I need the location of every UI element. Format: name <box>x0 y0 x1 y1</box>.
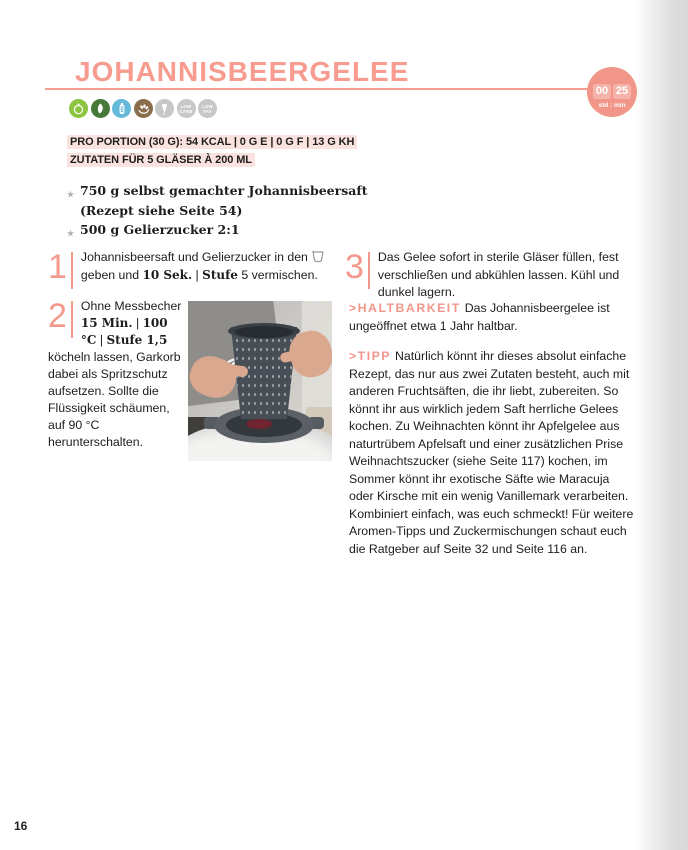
gluten-free-icon <box>112 99 131 118</box>
shelf-life-note <box>349 300 635 335</box>
ingredient-bullet: ★ <box>67 190 75 199</box>
vegan-icon <box>91 99 110 118</box>
step-2-number-block <box>48 298 73 338</box>
timer-tiles <box>587 84 637 99</box>
prep-time-badge <box>587 67 637 117</box>
nutrition-yield: ZUTATEN FÜR 5 GLÄSER À 200 ML <box>67 153 255 167</box>
step-3-text: Das Gelee sofort in sterile Gläser füllen, fest verschließen und abkühlen lassen. Kühl und dunkel lagern. <box>377 250 620 299</box>
ingredient-text: 750 g selbst gemachter Johannisbeersaft (Rezept siehe Seite 54) <box>80 183 368 218</box>
shelf-life-label: >HALTBARKEIT <box>349 301 461 315</box>
timer-unit-label: std : min <box>598 102 626 109</box>
step-divider <box>71 252 73 289</box>
step-2 <box>48 298 182 451</box>
page-number: 16 <box>14 819 28 833</box>
step-1-number-block <box>48 249 73 289</box>
nutrition-per-portion: PRO PORTION (30 G): 54 KCAL | 0 G E | 0 G F | 13 G KH <box>67 135 357 149</box>
title-underline <box>45 88 613 90</box>
ingredient-list <box>67 181 367 244</box>
tip-text: Natürlich könnt ihr dieses absolut einfache Rezept, das nur aus zwei Zutaten besteht, auch mit anderen Fruchtsäften, die ihr liebt, zubereiten. So könnt ihr aus wirklich jedem Saft herrliche Gelees kochen. Zu Weihnachten könnt ihr Apfelgelee aus naturtrübem Apfelsaft und einer zusätzlichen Prise Weihnachtszucker (siehe Seite 117) kochen, im Sommer könnt ihr exotische Säfte wie Maracuja oder Kirsche mit ein wenig Vanillemark verarbeiten. Kombiniert einfach, was euch schmeckt! Für weitere Aromen-Tipps und Zuckermischungen schaut euch die Ratgeber auf Seite 32 und Seite 116 an. <box>349 349 634 556</box>
ingredient-item <box>67 181 367 220</box>
low-carb-icon: LOW CARB <box>177 99 196 118</box>
diet-icon-row <box>69 99 217 118</box>
yield-line <box>67 154 255 166</box>
step-photo <box>188 301 332 461</box>
tip-label: >TIPP <box>349 349 392 363</box>
shelf-life-text: Das Johannisbeergelee ist ungeöffnet etwa 1 Jahr haltbar. <box>349 301 610 333</box>
step-divider <box>368 252 370 289</box>
step-3 <box>345 249 637 302</box>
step-1-text: Johannisbeersaft und Gelierzucker in den geben und 10 Sek. | Stufe 5 vermischen. <box>81 250 325 282</box>
step-3-number-block <box>345 249 370 289</box>
page-edge-shading <box>634 0 688 850</box>
photo-jelly-glimpse <box>246 419 272 429</box>
ingredient-text: 500 g Gelierzucker 2:1 <box>80 222 240 237</box>
step-1 <box>48 249 340 289</box>
photo-basket-interior <box>235 326 293 338</box>
sugar-free-icon <box>134 99 153 118</box>
timer-hours: 00 <box>593 84 611 99</box>
ingredient-bullet: ★ <box>67 229 75 238</box>
recipe-title: JOHANNISBEERGELEE <box>75 56 410 87</box>
step-number: 2 <box>48 297 67 335</box>
step-2-text: Ohne Messbecher 15 Min. | 100 °C | Stufe 1,5 köcheln lassen, Garkorb dabei als Spritzschutz aufsetzen. Sollte die Flüssigkeit schäumen, auf 90 °C herunterschalten. <box>48 299 182 449</box>
timer-minutes: 25 <box>613 84 631 99</box>
tip-note <box>349 348 635 558</box>
lactose-free-icon <box>155 99 174 118</box>
step-divider <box>71 301 73 338</box>
low-fat-icon: LOW FAT <box>198 99 217 118</box>
vegetarian-icon <box>69 99 88 118</box>
step-number: 3 <box>345 248 364 286</box>
mixing-bowl-icon <box>311 250 325 263</box>
step-number: 1 <box>48 248 67 286</box>
nutrition-line <box>67 136 357 148</box>
ingredient-item <box>67 220 367 244</box>
